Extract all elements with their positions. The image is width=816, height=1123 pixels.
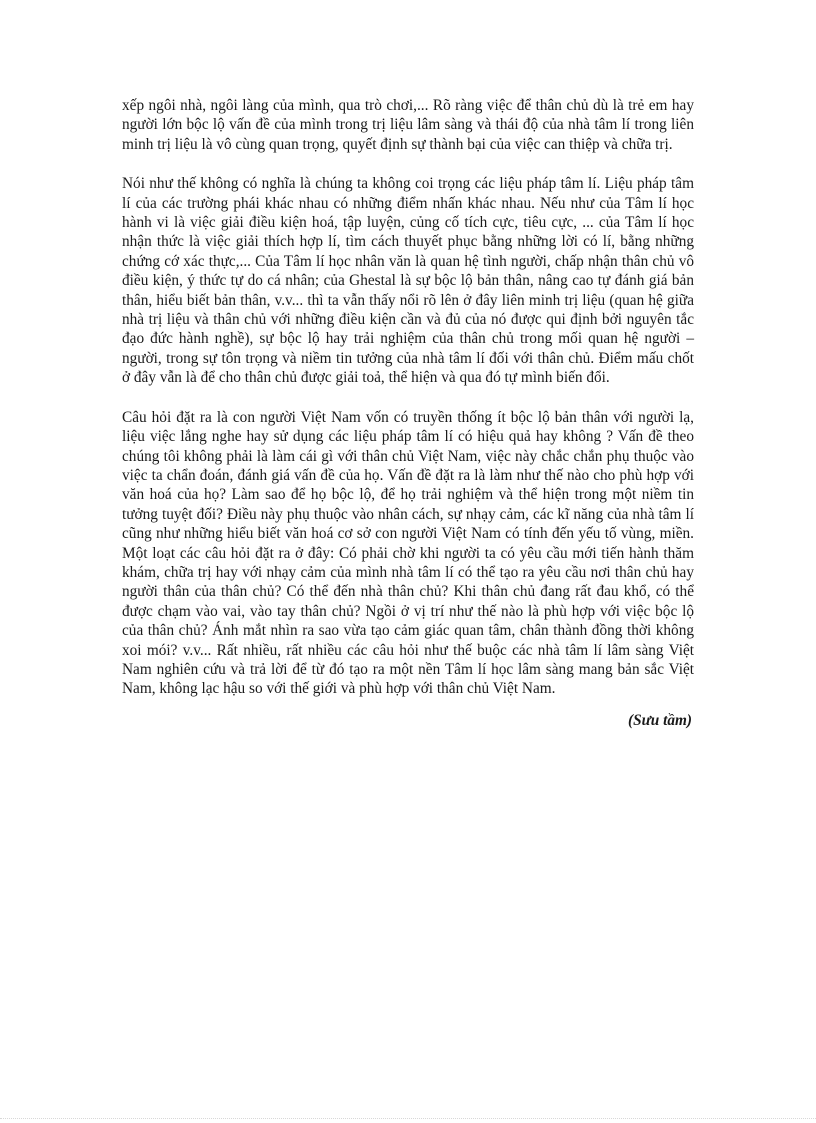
document-page: [122, 96, 694, 730]
signature: (Sưu tầm): [628, 711, 692, 729]
paragraph-1: xếp ngôi nhà, ngôi làng của mình, qua trò chơi,... Rõ ràng việc để thân chủ dù là trẻ em hay người lớn bộc lộ vấn đề của mình trong trị liệu lâm sàng và thái độ của nhà tâm lí trong liên minh trị liệu là vô cùng quan trọng, quyết định sự thành bại của việc can thiệp và chữa trị.: [122, 97, 694, 153]
page-bottom-divider: [0, 1118, 816, 1119]
paragraph-3: Câu hỏi đặt ra là con người Việt Nam vốn có truyền thống ít bộc lộ bản thân với người lạ, liệu việc lắng nghe hay sử dụng các liệu pháp tâm lí có hiệu quả hay không ? Vấn đề theo chúng tôi không phải là làm cái gì với thân chủ Việt Nam, việc này chắc chắn phụ thuộc vào việc ta chẩn đoán, đánh giá vấn đề của họ. Vấn đề đặt ra là làm như thế nào cho phù hợp với văn hoá của họ? Làm sao để họ bộc lộ, để họ trải nghiệm và thể hiện trong một niềm tin tưởng tuyệt đối? Điều này phụ thuộc vào nhân cách, sự nhạy cảm, các kĩ năng của nhà tâm lí cũng như những hiểu biết văn hoá cơ sở con người Việt Nam có tính đến yếu tố vùng, miền. Một loạt các câu hỏi đặt ra ở đây: Có phải chờ khi người ta có yêu cầu mới tiến hành thăm khám, chữa trị hay với nhạy cảm của mình nhà tâm lí có thể tạo ra yêu cầu nơi thân chủ hay người thân của thân chủ? Có thể đến nhà thân chủ? Khi thân chủ đang rất đau khổ, có thể được chạm vào vai, vào tay thân chủ? Ngồi ở vị trí như thế nào là phù hợp với việc bộc lộ của thân chủ? Ánh mắt nhìn ra sao vừa tạo cảm giác quan tâm, chân thành đồng thời không xoi mói? v.v... Rất nhiều, rất nhiều các câu hỏi như thế buộc các nhà tâm lí lâm sàng Việt Nam nghiên cứu và trả lời để từ đó tạo ra một nền Tâm lí học lâm sàng mang bản sắc Việt Nam, không lạc hậu so với thế giới và phù hợp với thân chủ Việt Nam.: [122, 408, 694, 698]
paragraph-2: Nói như thế không có nghĩa là chúng ta không coi trọng các liệu pháp tâm lí. Liệu pháp tâm lí của các trường phái khác nhau có những điểm nhấn khác nhau. Nếu như của Tâm lí học hành vi là việc giải điều kiện hoá, tập luyện, củng cố tích cực, tiêu cực, ... của Tâm lí học nhận thức là việc giải thích hợp lí, tìm cách thuyết phục bằng những lời có lí, bằng những chứng cớ xác thực,... Của Tâm lí học nhân văn là quan hệ tình người, chấp nhận thân chủ vô điều kiện, ý thức tự do cá nhân; của Ghestal là sự bộc lộ bản thân, nâng cao tự đánh giá bản thân, hiểu biết bản thân, v.v... thì ta vẫn thấy nổi rõ lên ở đây liên minh trị liệu (quan hệ giữa nhà trị liệu và thân chủ với những điều kiện cần và đủ của nó được qui định bởi nguyên tắc đạo đức hành nghề), sự bộc lộ hay trải nghiệm của thân chủ trong mối quan hệ người – người, trong sự tôn trọng và niềm tin tưởng của nhà tâm lí đối với thân chủ. Điểm mấu chốt ở đây vẫn là để cho thân chủ được giải toả, thể hiện và qua đó tự mình biến đổi.: [122, 175, 694, 387]
